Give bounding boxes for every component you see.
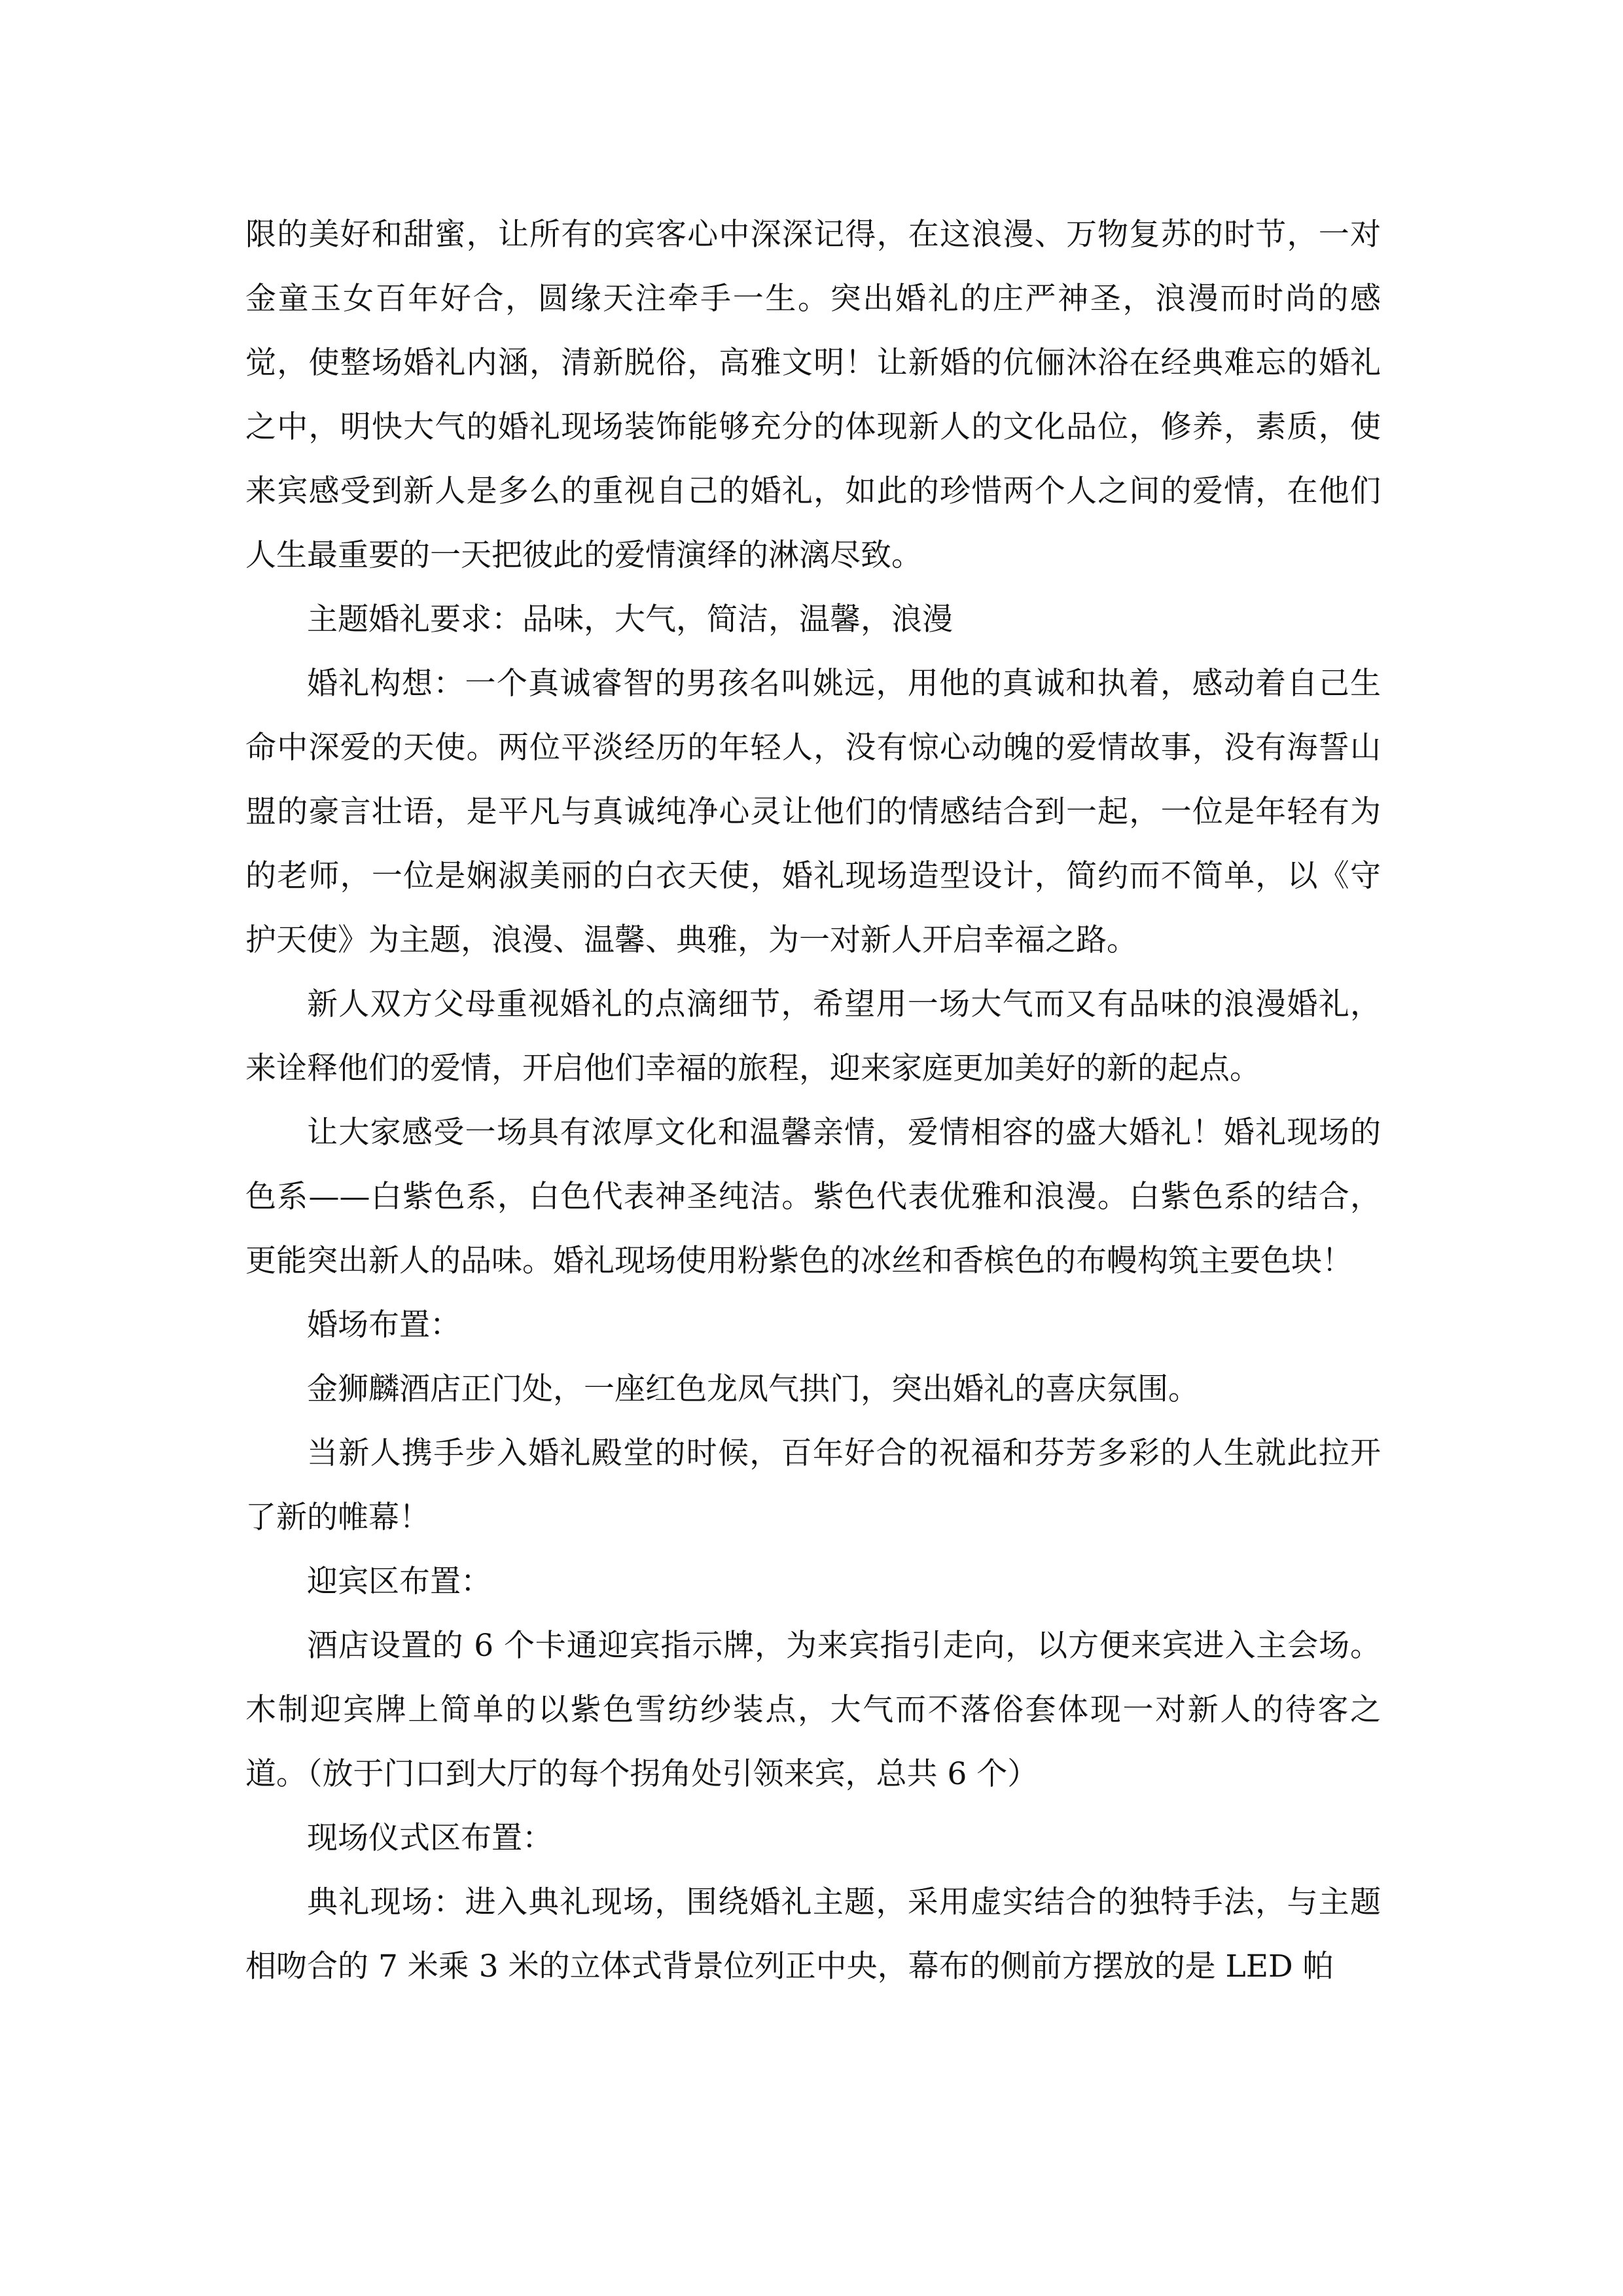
paragraph-wedding-concept: 婚礼构想：一个真诚睿智的男孩名叫姚远，用他的真诚和执着，感动着自己生命中深爱的天使。两位平淡经历的年轻人，没有惊心动魄的爱情故事，没有海誓山盟的豪言壮语，是平凡与真诚纯净心灵让他们的情感结合到一起，一位是年轻有为的老师，一位是娴淑美丽的白衣天使，婚礼现场造型设计，简约而不简单，以《守护天使》为主题，浪漫、温馨、典雅，为一对新人开启幸福之路。: [245, 666, 1381, 958]
paragraph-color-scheme: 让大家感受一场具有浓厚文化和温馨亲情，爱情相容的盛大婚礼！婚礼现场的色系——白紫色系，白色代表神圣纯洁。紫色代表优雅和浪漫。白紫色系的结合，更能突出新人的品味。婚礼现场使用粉紫色的冰丝和香槟色的布幔构筑主要色块！: [245, 1115, 1381, 1279]
paragraph-theme-requirements: 主题婚礼要求：品味，大气，简洁，温馨，浪漫: [307, 601, 953, 637]
paragraph-intro: 限的美好和甜蜜，让所有的宾客心中深深记得，在这浪漫、万物复苏的时节，一对金童玉女百年好合，圆缘天注牵手一生。突出婚礼的庄严神圣，浪漫而时尚的感觉，使整场婚礼内涵，清新脱俗，高雅文明！让新婚的伉俪沐浴在经典难忘的婚礼之中，明快大气的婚礼现场装饰能够充分的体现新人的文化品位，修养，素质，使来宾感受到新人是多么的重视自己的婚礼，如此的珍惜两个人之间的爱情，在他们人生最重要的一天把彼此的爱情演绎的淋漓尽致。: [245, 217, 1381, 573]
document-body: [245, 203, 1381, 1999]
paragraph-ceremony-site: 典礼现场：进入典礼现场，围绕婚礼主题，采用虚实结合的独特手法，与主题相吻合的 7 米乘 3 米的立体式背景位列正中央，幕布的侧前方摆放的是 LED 帕: [245, 1884, 1381, 1984]
heading-reception-area: 迎宾区布置：: [307, 1564, 491, 1600]
heading-venue-layout: 婚场布置：: [307, 1307, 461, 1343]
paragraph-entering-hall: 当新人携手步入婚礼殿堂的时候，百年好合的祝福和芬芳多彩的人生就此拉开了新的帷幕！: [245, 1435, 1381, 1535]
paragraph-hotel-entrance: 金狮麟酒店正门处，一座红色龙凤气拱门，突出婚礼的喜庆氛围。: [307, 1371, 1199, 1407]
heading-ceremony-area: 现场仪式区布置：: [307, 1820, 553, 1856]
paragraph-parents: 新人双方父母重视婚礼的点滴细节，希望用一场大气而又有品味的浪漫婚礼，来诠释他们的爱情，开启他们幸福的旅程，迎来家庭更加美好的新的起点。: [245, 986, 1381, 1086]
paragraph-reception-signs: 酒店设置的 6 个卡通迎宾指示牌，为来宾指引走向，以方便来宾进入主会场。木制迎宾牌上简单的以紫色雪纺纱装点，大气而不落俗套体现一对新人的待客之道。（放于门口到大厅的每个拐角处引领来宾，总共 6 个）: [245, 1628, 1381, 1792]
